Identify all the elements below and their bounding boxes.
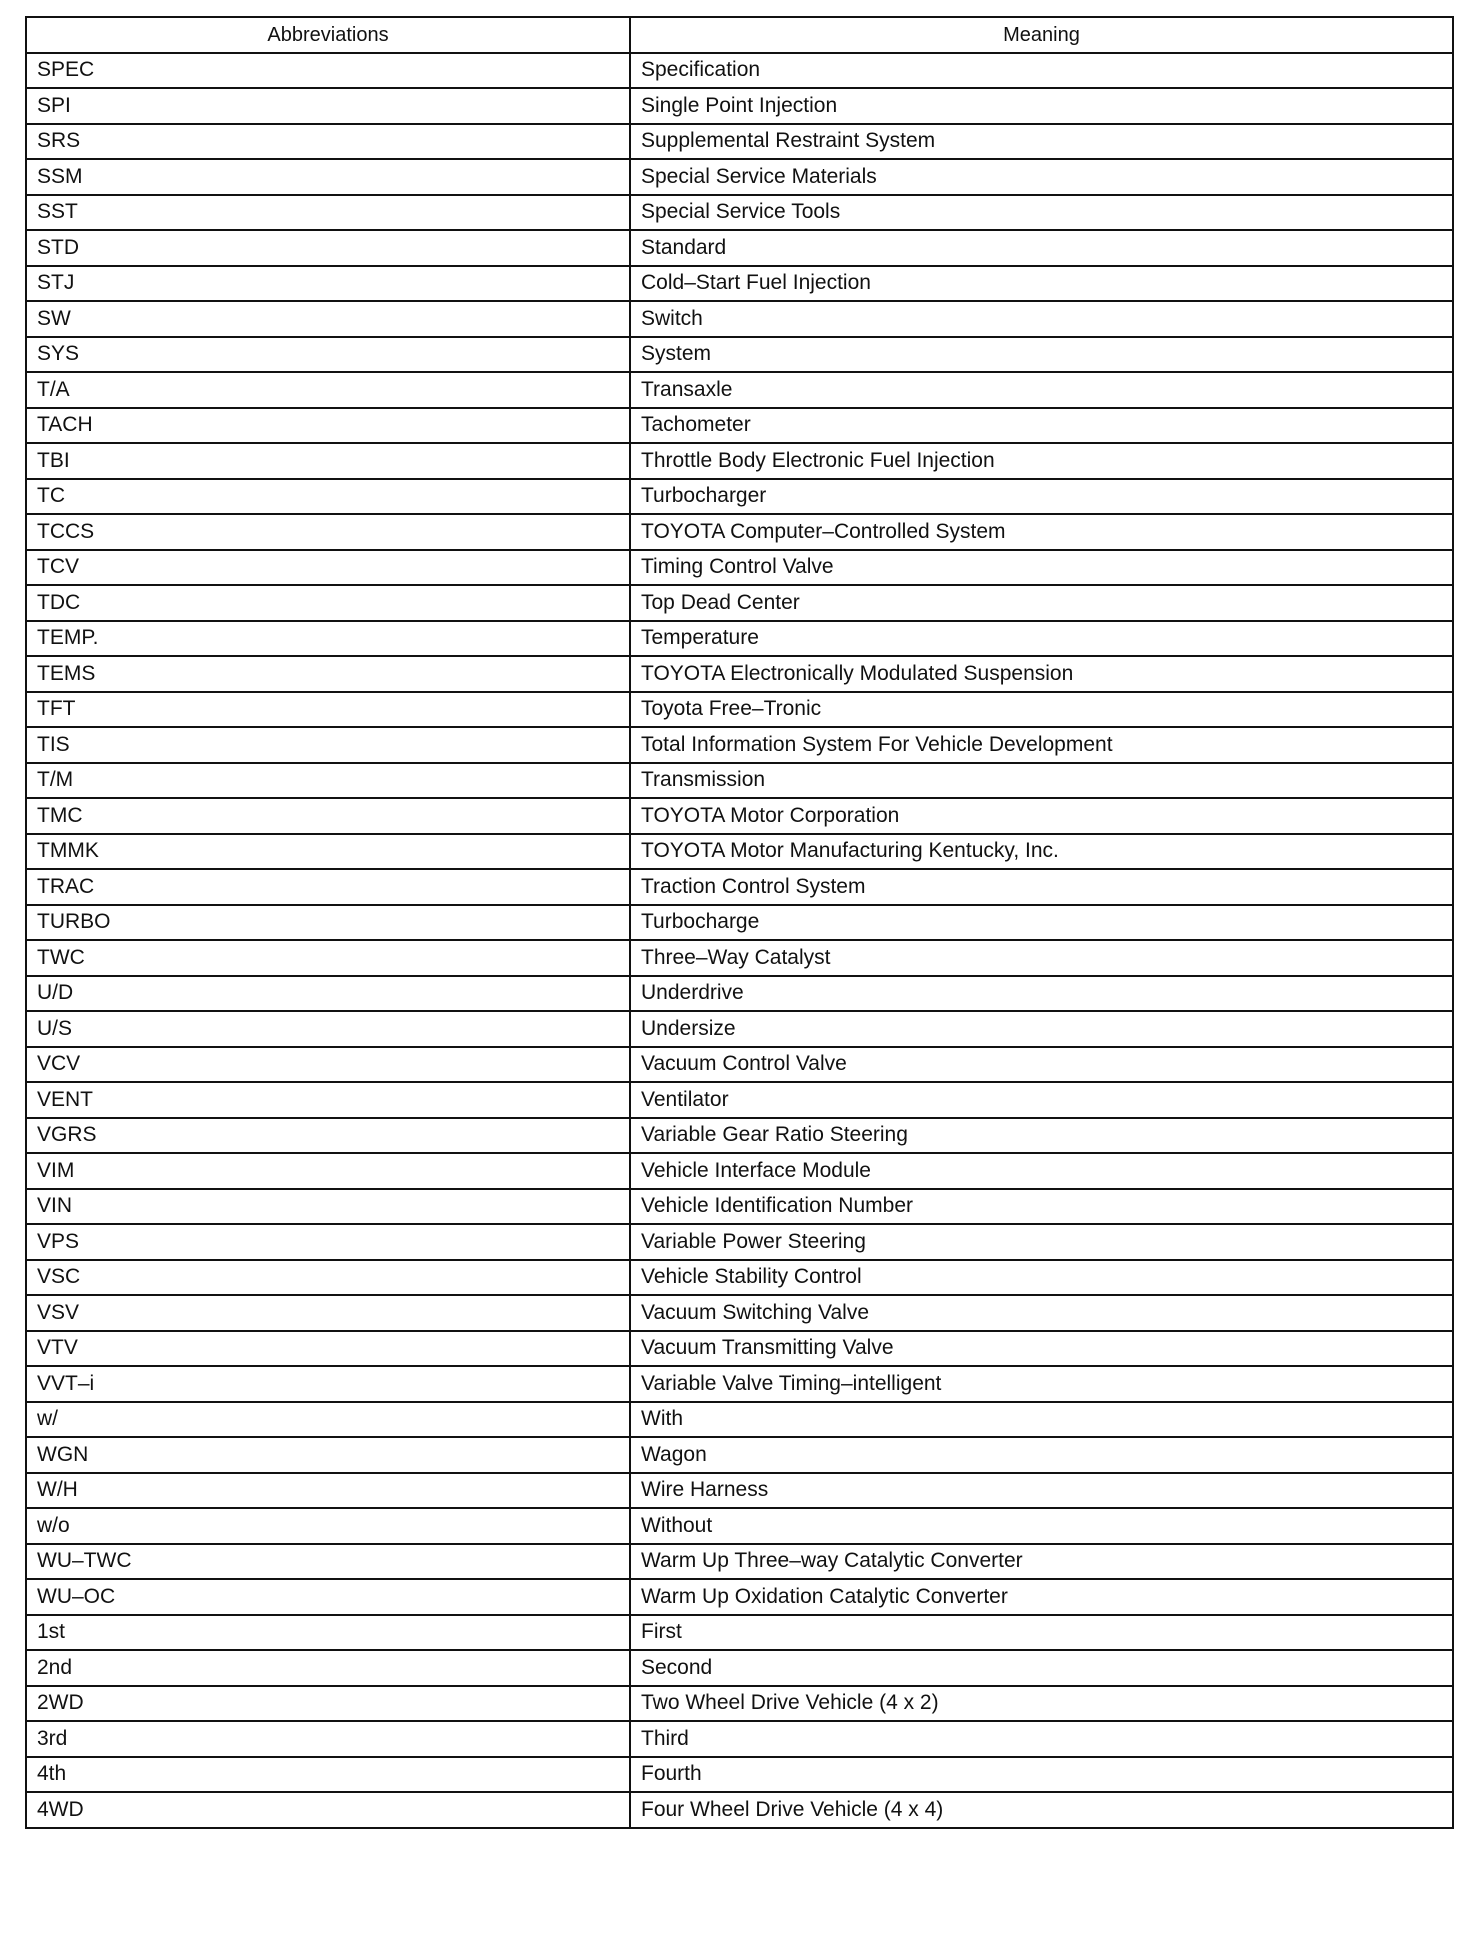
table-row [26,1686,1453,1722]
meaning-cell: Special Service Materials [630,159,1453,195]
abbreviation-cell: TC [26,479,630,515]
meaning-cell: Specification [630,53,1453,89]
abbreviation-cell: TBI [26,443,630,479]
abbreviation-cell: TACH [26,408,630,444]
abbreviation-cell: TRAC [26,869,630,905]
abbreviation-cell: VIM [26,1153,630,1189]
meaning-cell: Special Service Tools [630,195,1453,231]
table-row [26,1011,1453,1047]
table-row [26,621,1453,657]
abbreviation-cell: VIN [26,1189,630,1225]
meaning-cell: Vehicle Stability Control [630,1260,1453,1296]
meaning-cell: Top Dead Center [630,585,1453,621]
meaning-cell: Switch [630,301,1453,337]
abbreviation-cell: VSV [26,1295,630,1331]
abbreviation-cell: U/D [26,976,630,1012]
meaning-cell: Two Wheel Drive Vehicle (4 x 2) [630,1686,1453,1722]
abbreviation-cell: TFT [26,692,630,728]
table-row [26,869,1453,905]
table-row [26,1650,1453,1686]
abbreviation-cell: VENT [26,1082,630,1118]
abbreviation-cell: 4th [26,1757,630,1793]
table-row [26,1721,1453,1757]
abbreviation-cell: SYS [26,337,630,373]
meaning-cell: TOYOTA Computer–Controlled System [630,514,1453,550]
meaning-cell: Supplemental Restraint System [630,124,1453,160]
abbreviation-cell: STD [26,230,630,266]
table-row [26,1118,1453,1154]
table-row [26,1579,1453,1615]
abbreviation-cell: TURBO [26,905,630,941]
table-header-row [26,17,1453,53]
table-row [26,976,1453,1012]
meaning-cell: Wire Harness [630,1473,1453,1509]
abbreviation-cell: WU–TWC [26,1544,630,1580]
abbreviation-cell: SPI [26,88,630,124]
meaning-cell: Underdrive [630,976,1453,1012]
meaning-cell: Tachometer [630,408,1453,444]
table-row [26,1544,1453,1580]
table-row [26,230,1453,266]
meaning-cell: System [630,337,1453,373]
meaning-cell: Wagon [630,1437,1453,1473]
meaning-cell: Toyota Free–Tronic [630,692,1453,728]
meaning-cell: TOYOTA Motor Manufacturing Kentucky, Inc. [630,834,1453,870]
table-row [26,88,1453,124]
abbreviation-cell: SSM [26,159,630,195]
abbreviation-cell: T/A [26,372,630,408]
column-header-meaning: Meaning [630,17,1453,53]
abbreviation-cell: TMMK [26,834,630,870]
abbreviation-cell: SST [26,195,630,231]
abbreviation-cell: w/o [26,1508,630,1544]
meaning-cell: Three–Way Catalyst [630,940,1453,976]
meaning-cell: Variable Power Steering [630,1224,1453,1260]
table-row [26,372,1453,408]
table-row [26,656,1453,692]
meaning-cell: Variable Valve Timing–intelligent [630,1366,1453,1402]
abbreviation-cell: TCV [26,550,630,586]
abbreviation-cell: SW [26,301,630,337]
meaning-cell: Fourth [630,1757,1453,1793]
meaning-cell: Third [630,1721,1453,1757]
abbreviation-cell: STJ [26,266,630,302]
table-row [26,1082,1453,1118]
meaning-cell: Total Information System For Vehicle Development [630,727,1453,763]
meaning-cell: Vehicle Interface Module [630,1153,1453,1189]
column-header-abbreviations: Abbreviations [26,17,630,53]
table-row [26,763,1453,799]
abbreviation-cell: SPEC [26,53,630,89]
table-row [26,1295,1453,1331]
table-row [26,1153,1453,1189]
meaning-cell: TOYOTA Electronically Modulated Suspension [630,656,1453,692]
table-row [26,585,1453,621]
table-row [26,408,1453,444]
table-row [26,124,1453,160]
meaning-cell: First [630,1615,1453,1651]
table-row [26,1757,1453,1793]
table-row [26,443,1453,479]
meaning-cell: Vehicle Identification Number [630,1189,1453,1225]
meaning-cell: Transmission [630,763,1453,799]
abbreviation-cell: VCV [26,1047,630,1083]
abbreviation-cell: 2nd [26,1650,630,1686]
abbreviation-cell: U/S [26,1011,630,1047]
abbreviation-cell: TDC [26,585,630,621]
abbreviation-cell: TMC [26,798,630,834]
meaning-cell: Transaxle [630,372,1453,408]
abbreviation-cell: 1st [26,1615,630,1651]
abbreviation-cell: TWC [26,940,630,976]
table-row [26,53,1453,89]
table-row [26,337,1453,373]
abbreviation-cell: TCCS [26,514,630,550]
abbreviation-cell: WGN [26,1437,630,1473]
meaning-cell: Turbocharger [630,479,1453,515]
table-row [26,905,1453,941]
meaning-cell: Standard [630,230,1453,266]
meaning-cell: Temperature [630,621,1453,657]
abbreviation-cell: WU–OC [26,1579,630,1615]
abbreviation-cell: 2WD [26,1686,630,1722]
table-row [26,1189,1453,1225]
table-row [26,159,1453,195]
table-row [26,1437,1453,1473]
table-row [26,1473,1453,1509]
meaning-cell: Variable Gear Ratio Steering [630,1118,1453,1154]
meaning-cell: Turbocharge [630,905,1453,941]
meaning-cell: Warm Up Three–way Catalytic Converter [630,1544,1453,1580]
meaning-cell: Warm Up Oxidation Catalytic Converter [630,1579,1453,1615]
table-row [26,1402,1453,1438]
meaning-cell: Timing Control Valve [630,550,1453,586]
table-row [26,798,1453,834]
abbreviation-cell: TIS [26,727,630,763]
table-row [26,692,1453,728]
table-row [26,195,1453,231]
table-row [26,550,1453,586]
meaning-cell: Traction Control System [630,869,1453,905]
table-row [26,940,1453,976]
table-row [26,479,1453,515]
abbreviation-cell: 4WD [26,1792,630,1828]
meaning-cell: Without [630,1508,1453,1544]
table-row [26,1224,1453,1260]
abbreviations-table [25,16,1454,1829]
table-row [26,1260,1453,1296]
table-row [26,727,1453,763]
table-row [26,1331,1453,1367]
meaning-cell: Vacuum Control Valve [630,1047,1453,1083]
meaning-cell: Undersize [630,1011,1453,1047]
table-row [26,514,1453,550]
meaning-cell: Ventilator [630,1082,1453,1118]
abbreviation-cell: T/M [26,763,630,799]
abbreviation-cell: VPS [26,1224,630,1260]
meaning-cell: Vacuum Transmitting Valve [630,1331,1453,1367]
abbreviation-cell: VVT–i [26,1366,630,1402]
abbreviation-cell: VGRS [26,1118,630,1154]
table-row [26,1508,1453,1544]
abbreviation-cell: w/ [26,1402,630,1438]
abbreviation-cell: TEMP. [26,621,630,657]
table-row [26,266,1453,302]
table-row [26,834,1453,870]
meaning-cell: With [630,1402,1453,1438]
meaning-cell: Four Wheel Drive Vehicle (4 x 4) [630,1792,1453,1828]
meaning-cell: TOYOTA Motor Corporation [630,798,1453,834]
meaning-cell: Cold–Start Fuel Injection [630,266,1453,302]
abbreviation-cell: W/H [26,1473,630,1509]
meaning-cell: Vacuum Switching Valve [630,1295,1453,1331]
meaning-cell: Single Point Injection [630,88,1453,124]
table-row [26,301,1453,337]
abbreviation-cell: VSC [26,1260,630,1296]
table-row [26,1792,1453,1828]
meaning-cell: Throttle Body Electronic Fuel Injection [630,443,1453,479]
table-row [26,1047,1453,1083]
abbreviation-cell: SRS [26,124,630,160]
table-row [26,1366,1453,1402]
table-row [26,1615,1453,1651]
table-body [26,53,1453,1828]
abbreviation-cell: 3rd [26,1721,630,1757]
meaning-cell: Second [630,1650,1453,1686]
abbreviation-cell: VTV [26,1331,630,1367]
abbreviation-cell: TEMS [26,656,630,692]
